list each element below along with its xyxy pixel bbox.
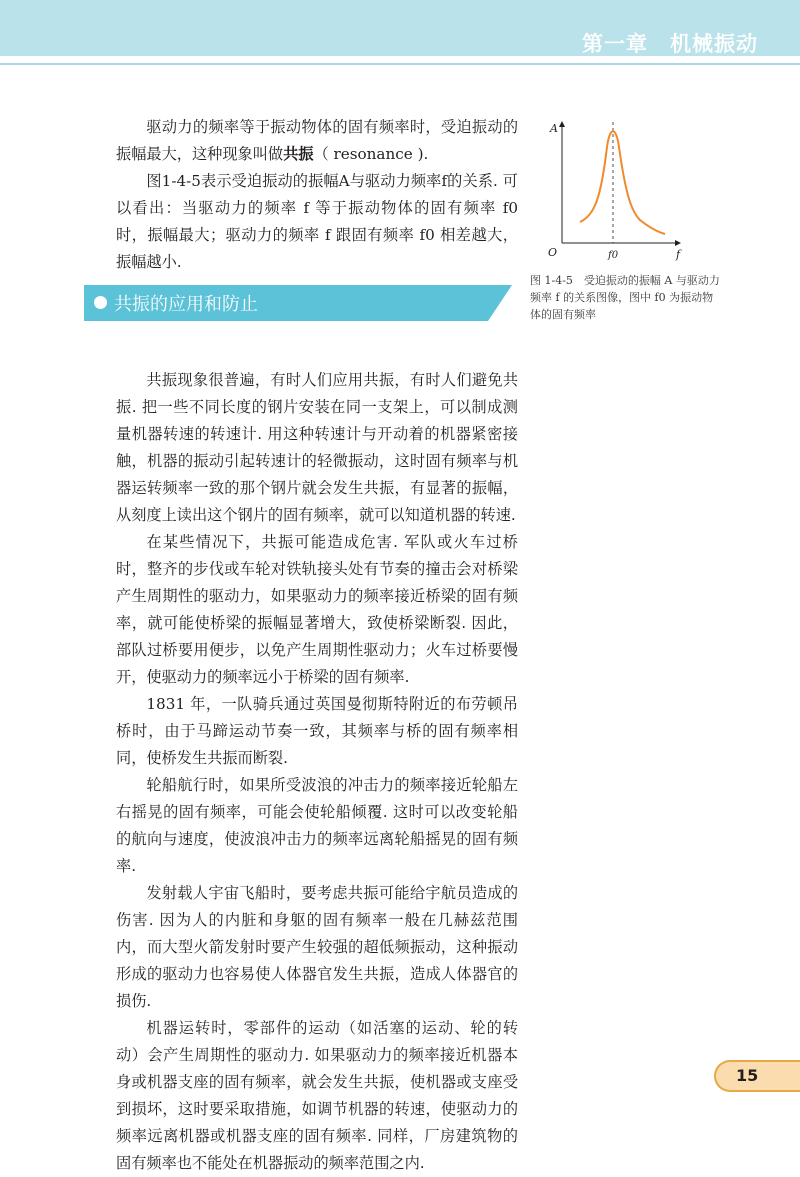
term-resonance: 共振: [283, 145, 314, 163]
body-paragraph: 机器运转时，零部件的运动（如活塞的运动、轮的转动）会产生周期性的驱动力. 如果驱动力的频率接近机器本身或机器支座的固有频率，就会发生共振，使机器或支座受到损坏，这时要采取措施，如调节机器的转速，使驱动力的频率远离机器或机器支座的固有频率. 同样，厂房建筑物的固有频率也不能处在机器振动的频率范围之内.: [116, 1019, 518, 1172]
header-divider: [0, 63, 800, 65]
body-paragraph: 共振现象很普遍，有时人们应用共振，有时人们避免共振. 把一些不同长度的钢片安装在同一支架上，可以制成测量机器转速的转速计. 用这种转速计与开动着的机器紧密接触，机器的振动引起转速计的轻微振动，这时固有频率与机器运转频率一致的那个钢片就会发生共振，有显著的振幅，从刻度上读出这个钢片的固有频率，就可以知道机器的转速.: [116, 371, 518, 524]
intro-paragraph-1: [116, 114, 518, 168]
body-paragraph: 1831 年，一队骑兵通过英国曼彻斯特附近的布劳顿吊桥时，由于马蹄运动节奏一致，其频率与桥的固有频率相同，使桥发生共振而断裂.: [116, 695, 518, 767]
intro-paragraph-2: 图1-4-5表示受迫振动的振幅A与驱动力频率f的关系. 可以看出：当驱动力的频率 f 等于振动物体的固有频率 f0 时，振幅最大；驱动力的频率 f 跟固有频率 f0 相差越大，振幅越小.: [116, 172, 518, 271]
page-number: 15: [736, 1066, 759, 1085]
section-heading: [84, 285, 512, 321]
section-title: 共振的应用和防止: [114, 294, 258, 315]
resonance-curve-svg: [540, 112, 690, 262]
bullet-icon: [94, 296, 107, 309]
resonance-curve-figure: [540, 112, 690, 262]
body-text: [116, 367, 518, 1177]
chapter-title: 第一章 机械振动: [582, 32, 758, 56]
origin-label: O: [548, 246, 558, 259]
x-axis-label: f: [676, 248, 681, 261]
page-number-badge: [714, 1060, 800, 1092]
figure-caption: 图 1-4-5 受迫振动的振幅 A 与驱动力频率 f 的关系图像，图中 f0 为振动物体的固有频率: [530, 274, 720, 321]
intro-p1-lead: 驱动力的频率等于振动物体的固有频率时，受迫振动的振幅最大，这种现象叫做: [116, 118, 518, 163]
body-paragraph: 轮船航行时，如果所受波浪的冲击力的频率接近轮船左右摇晃的固有频率，可能会使轮船倾覆. 这时可以改变轮船的航向与速度，使波浪冲击力的频率远离轮船摇晃的固有频率.: [116, 776, 518, 875]
peak-tick-label: f0: [608, 250, 619, 261]
intro-p1-tail: （ resonance ).: [313, 145, 429, 163]
y-axis-label: A: [550, 122, 558, 135]
intro-text: [116, 114, 518, 276]
body-paragraph: 发射载人宇宙飞船时，要考虑共振可能给宇航员造成的伤害. 因为人的内脏和身躯的固有频率一般在几赫兹范围内，而大型火箭发射时要产生较强的超低频振动，这种振动形成的驱动力也容易使人体器官发生共振，造成人体器官的损伤.: [116, 884, 518, 1010]
body-paragraph: 在某些情况下，共振可能造成危害. 军队或火车过桥时，整齐的步伐或车轮对铁轨接头处有节奏的撞击会对桥梁产生周期性的驱动力，如果驱动力的频率接近桥梁的固有频率，就可能使桥梁的振幅显著增大，致使桥梁断裂. 因此，部队过桥要用便步，以免产生周期性驱动力；火车过桥要慢开，使驱动力的频率远小于桥梁的固有频率.: [116, 533, 518, 686]
amplitude-curve: [580, 131, 665, 234]
